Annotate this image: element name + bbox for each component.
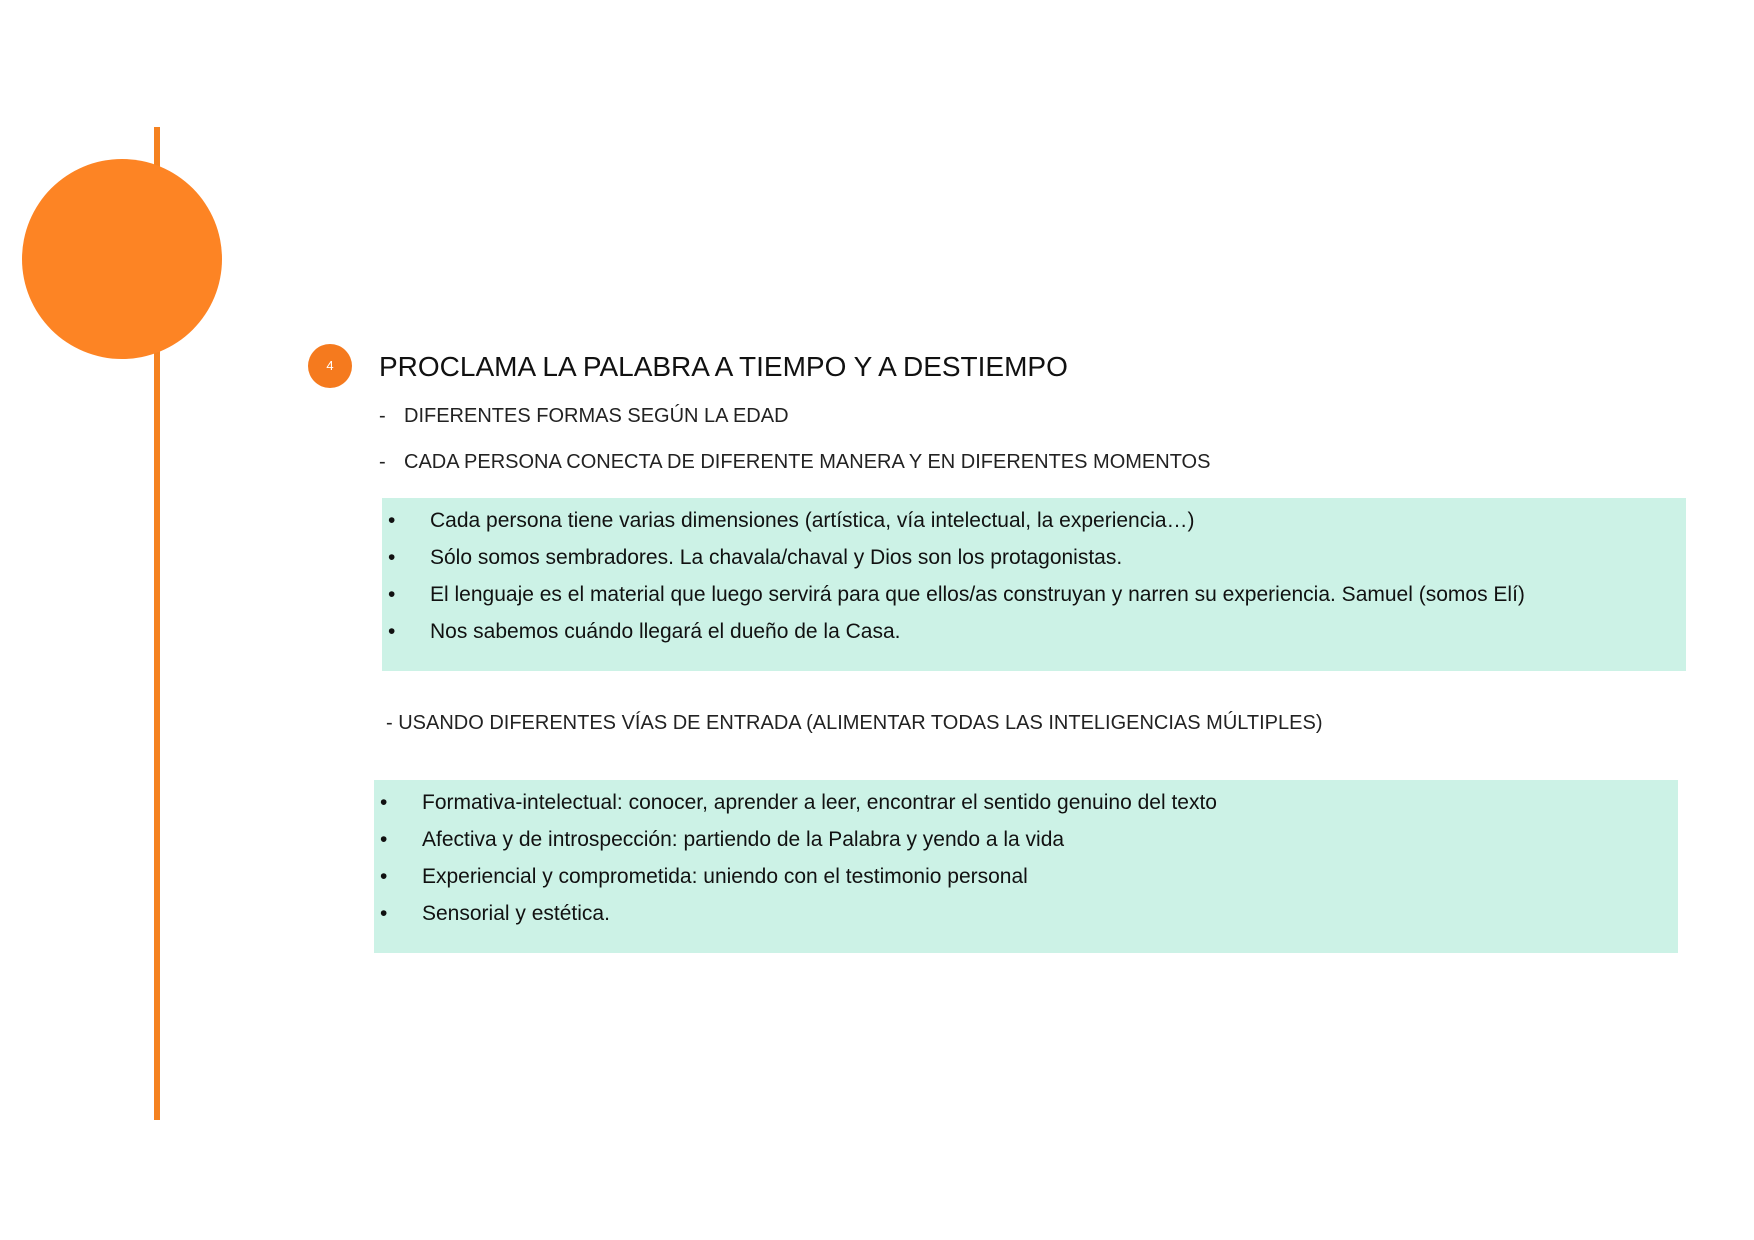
bullet-list [380,784,1217,932]
bullet-text: Sólo somos sembradores. La chavala/chaval y Dios son los protagonistas. [430,546,1123,569]
list-item [388,539,1525,576]
point-text: DIFERENTES FORMAS SEGÚN LA EDAD [404,405,789,427]
list-item [380,784,1217,821]
bullet-text: Formativa-intelectual: conocer, aprender a leer, encontrar el sentido genuino del texto [422,791,1217,814]
list-item [388,576,1525,613]
bullet-text: Nos sabemos cuándo llegará el dueño de la Casa. [430,620,901,643]
bullet-text: Afectiva y de introspección: partiendo de la Palabra y yendo a la vida [422,828,1065,851]
point-text: CADA PERSONA CONECTA DE DIFERENTE MANERA Y EN DIFERENTES MOMENTOS [404,451,1211,473]
list-item [380,858,1217,895]
bullet-text: Sensorial y estética. [422,902,610,925]
highlight-box-entry-paths [374,780,1678,953]
slide-title: PROCLAMA LA PALABRA A TIEMPO Y A DESTIEMPO [379,351,1068,382]
point-dash: - [379,405,386,427]
bullet-dot: • [388,583,396,606]
bullet-dot: • [388,546,396,569]
bullet-dot: • [380,828,388,851]
list-item [380,821,1217,858]
point-dash: - [379,451,386,473]
bullet-text: Experiencial y comprometida: uniendo con el testimonio personal [422,865,1028,888]
list-item [380,895,1217,932]
bullet-dot: • [388,620,396,643]
bullet-dot: • [380,791,388,814]
bullet-list [388,502,1525,650]
section-heading: - USANDO DIFERENTES VÍAS DE ENTRADA (ALIMENTAR TODAS LAS INTELIGENCIAS MÚLTIPLES) [386,712,1323,734]
highlight-box-dimensions [382,498,1686,671]
point-item [379,448,1210,476]
decorative-circle [22,159,222,359]
point-item [379,402,789,430]
slide-number-badge [308,344,352,388]
bullet-dot: • [380,865,388,888]
bullet-dot: • [380,902,388,925]
slide-number: 4 [326,358,334,373]
bullet-text: El lenguaje es el material que luego servirá para que ellos/as construyan y narren su experiencia. Samuel (somos Elí) [430,583,1525,606]
bullet-dot: • [388,509,396,532]
list-item [388,502,1525,539]
list-item [388,613,1525,650]
bullet-text: Cada persona tiene varias dimensiones (artística, vía intelectual, la experiencia…) [430,509,1195,532]
